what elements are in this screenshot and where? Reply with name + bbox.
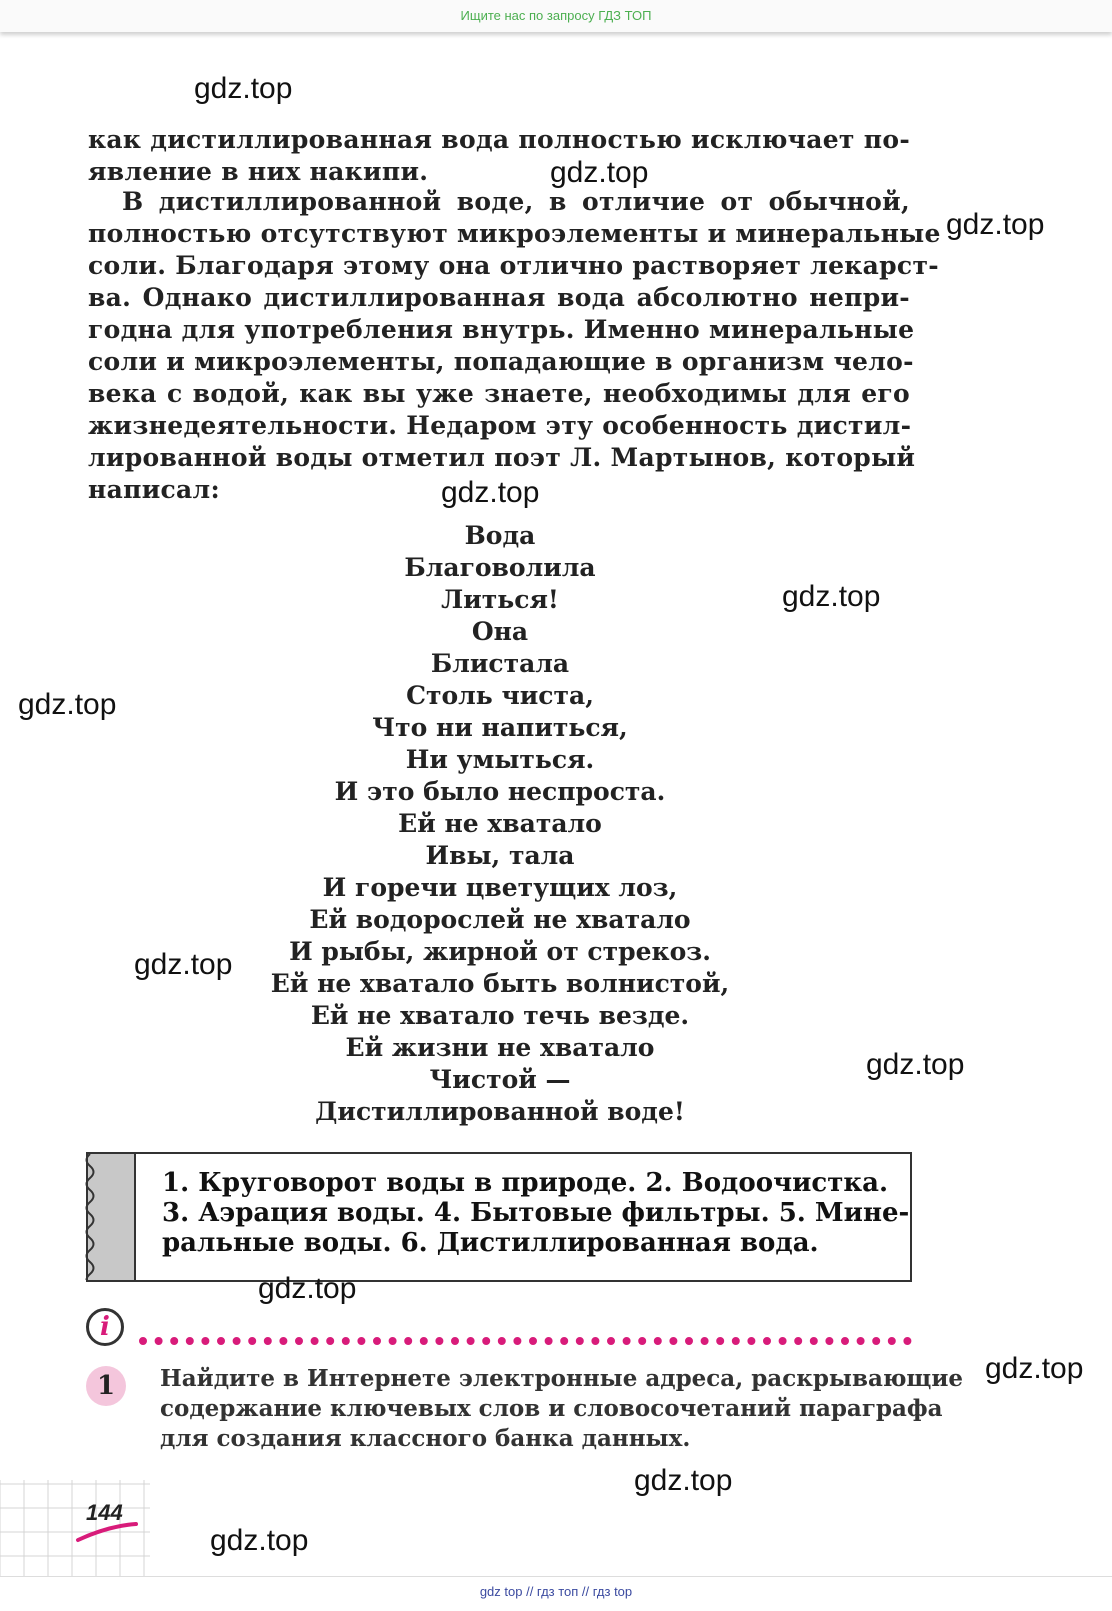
watermark: gdz.top bbox=[210, 1524, 309, 1557]
poem-line: Ей жизни не хватало bbox=[345, 1033, 655, 1062]
task-line: для создания классного банка данных. bbox=[160, 1425, 691, 1452]
watermark: gdz.top bbox=[134, 948, 233, 981]
text-line: В дистиллированной воде, в отличие от обычной, bbox=[122, 187, 910, 216]
poem-line: Столь чиста, bbox=[406, 681, 594, 710]
banner-text: Ищите нас по запросу ГДЗ ТОП bbox=[460, 8, 652, 23]
torn-edge-icon bbox=[82, 1154, 98, 1280]
text-line: соли. Благодаря этому она отлично растворяет лекарст- bbox=[88, 251, 939, 280]
watermark: gdz.top bbox=[946, 208, 1045, 241]
text-line: написал: bbox=[88, 475, 221, 504]
poem-line: Она bbox=[471, 617, 529, 646]
paragraph-2 bbox=[88, 186, 941, 509]
keywords-text bbox=[162, 1168, 910, 1258]
keywords-line: ральные воды. 6. Дистиллированная вода. bbox=[162, 1228, 819, 1258]
text-line: века с водой, как вы уже знаете, необходимы для его bbox=[88, 379, 910, 408]
poem-line: И рыбы, жирной от стрекоз. bbox=[289, 937, 711, 966]
watermark: gdz.top bbox=[985, 1352, 1084, 1385]
dotted-divider bbox=[138, 1336, 914, 1346]
poem-line: И это было неспроста. bbox=[334, 777, 666, 806]
footer-links[interactable]: gdz top // гдз топ // гдз top bbox=[479, 1584, 633, 1599]
graph-paper-corner bbox=[0, 1480, 152, 1576]
poem-line: Дистиллированной воде! bbox=[315, 1097, 685, 1126]
task-number-badge: 1 bbox=[86, 1366, 126, 1406]
watermark: gdz.top bbox=[550, 156, 649, 189]
page-number: 144 bbox=[86, 1500, 123, 1525]
text-line: годна для употребления внутрь. Именно минеральные bbox=[88, 315, 915, 344]
text-line: жизнедеятельности. Недаром эту особенность дистил- bbox=[88, 411, 912, 440]
poem-line: Литься! bbox=[441, 585, 559, 614]
poem-line: Ни умыться. bbox=[405, 745, 595, 774]
text-line: как дистиллированная вода полностью исключает по- bbox=[88, 125, 910, 154]
text-line: явление в них накипи. bbox=[88, 157, 429, 186]
poem-line: Вода bbox=[464, 521, 536, 550]
text-line: полностью отсутствуют микроэлементы и минеральные bbox=[88, 219, 941, 248]
text-line: соли и микроэлементы, попадающие в организм чело- bbox=[88, 347, 914, 376]
watermark: gdz.top bbox=[866, 1048, 965, 1081]
poem-line: Блистала bbox=[430, 649, 570, 678]
watermark: gdz.top bbox=[18, 688, 117, 721]
text-line: ва. Однако дистиллированная вода абсолютно непри- bbox=[88, 283, 910, 312]
watermark: gdz.top bbox=[194, 72, 293, 105]
keywords-line: 1. Круговорот воды в природе. 2. Водоочистка. bbox=[162, 1168, 888, 1198]
watermark: gdz.top bbox=[441, 476, 540, 509]
watermark: gdz.top bbox=[634, 1464, 733, 1497]
task-text bbox=[160, 1364, 964, 1454]
text-line: лированной воды отметил поэт Л. Мартынов, который bbox=[88, 443, 916, 472]
paragraph-1 bbox=[88, 124, 910, 188]
poem-line: Ей не хватало быть волнистой, bbox=[270, 969, 730, 998]
top-banner bbox=[0, 0, 1112, 32]
poem-line: Ей водорослей не хватало bbox=[309, 905, 691, 934]
info-icon: i bbox=[86, 1308, 124, 1346]
poem-line: Ивы, тала bbox=[425, 841, 575, 870]
task-line: Найдите в Интернете электронные адреса, раскрывающие bbox=[160, 1365, 964, 1392]
keywords-line: 3. Аэрация воды. 4. Бытовые фильтры. 5. Мине- bbox=[162, 1198, 910, 1228]
poem bbox=[200, 520, 800, 1128]
footer-bar bbox=[0, 1576, 1112, 1611]
task-line: содержание ключевых слов и словосочетаний параграфа bbox=[160, 1395, 943, 1422]
watermark: gdz.top bbox=[782, 580, 881, 613]
poem-line: Благоволила bbox=[404, 553, 596, 582]
poem-line: Что ни напиться, bbox=[372, 713, 628, 742]
poem-line: Чистой — bbox=[429, 1065, 571, 1094]
poem-line: Ей не хватало bbox=[398, 809, 602, 838]
poem-line: Ей не хватало течь везде. bbox=[310, 1001, 690, 1030]
watermark: gdz.top bbox=[258, 1272, 357, 1305]
keywords-box bbox=[86, 1152, 912, 1282]
poem-line: И горечи цветущих лоз, bbox=[322, 873, 678, 902]
